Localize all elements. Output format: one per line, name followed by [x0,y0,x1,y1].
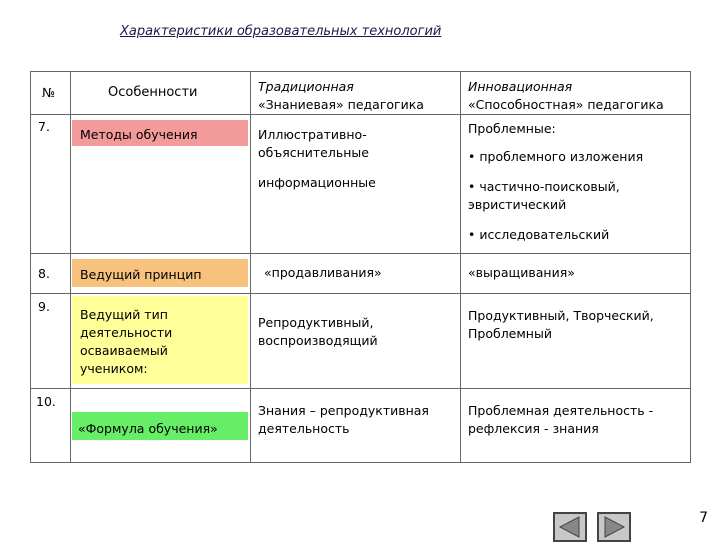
slide-title: Характеристики образовательных технологий [120,24,442,39]
traditional-text: Иллюстративно- [258,127,367,142]
innovative-text: Проблемная деятельность - [468,403,654,418]
row-number: 10. [36,394,56,409]
traditional-text: деятельность [258,421,350,436]
row-number: 7. [38,119,50,134]
row-number: 8. [38,266,50,281]
page-number: 7 [699,510,708,526]
feature-formula: «Формула обучения» [78,421,218,436]
innovative-text: • проблемного изложения [468,149,644,164]
row-number: 9. [38,299,50,314]
innovative-text: «выращивания» [468,265,575,280]
prev-slide-button[interactable] [553,512,587,542]
traditional-text: воспроизводящий [258,333,378,348]
feature-activity: деятельности [80,325,173,340]
traditional-text: информационные [258,175,376,190]
feature-activity: осваиваемый [80,343,168,358]
triangle-left-icon [555,514,585,540]
innovative-text: • частично-поисковый, [468,179,620,194]
header-features: Особенности [108,85,198,100]
traditional-text: объяснительные [258,145,369,160]
innovative-text: рефлексия - знания [468,421,599,436]
innovative-text: • исследовательский [468,227,610,242]
innovative-text: эвристический [468,197,567,212]
feature-activity: учеником: [80,361,148,376]
next-slide-button[interactable] [597,512,631,542]
header-traditional-line2: «Знаниевая» педагогика [258,97,424,112]
traditional-text: «продавливания» [264,265,382,280]
innovative-text: Проблемные: [468,121,556,136]
feature-activity: Ведущий тип [80,307,168,322]
traditional-text: Репродуктивный, [258,315,374,330]
header-num: № [42,85,56,100]
header-innovative-line2: «Способностная» педагогика [468,97,664,112]
traditional-text: Знания – репродуктивная [258,403,429,418]
innovative-text: Продуктивный, Творческий, [468,308,654,323]
header-innovative-line1: Инновационная [468,79,573,94]
feature-principle: Ведущий принцип [80,267,202,282]
innovative-text: Проблемный [468,326,552,341]
header-traditional-line1: Традиционная [258,79,354,94]
triangle-right-icon [599,514,629,540]
feature-methods: Методы обучения [80,127,198,142]
